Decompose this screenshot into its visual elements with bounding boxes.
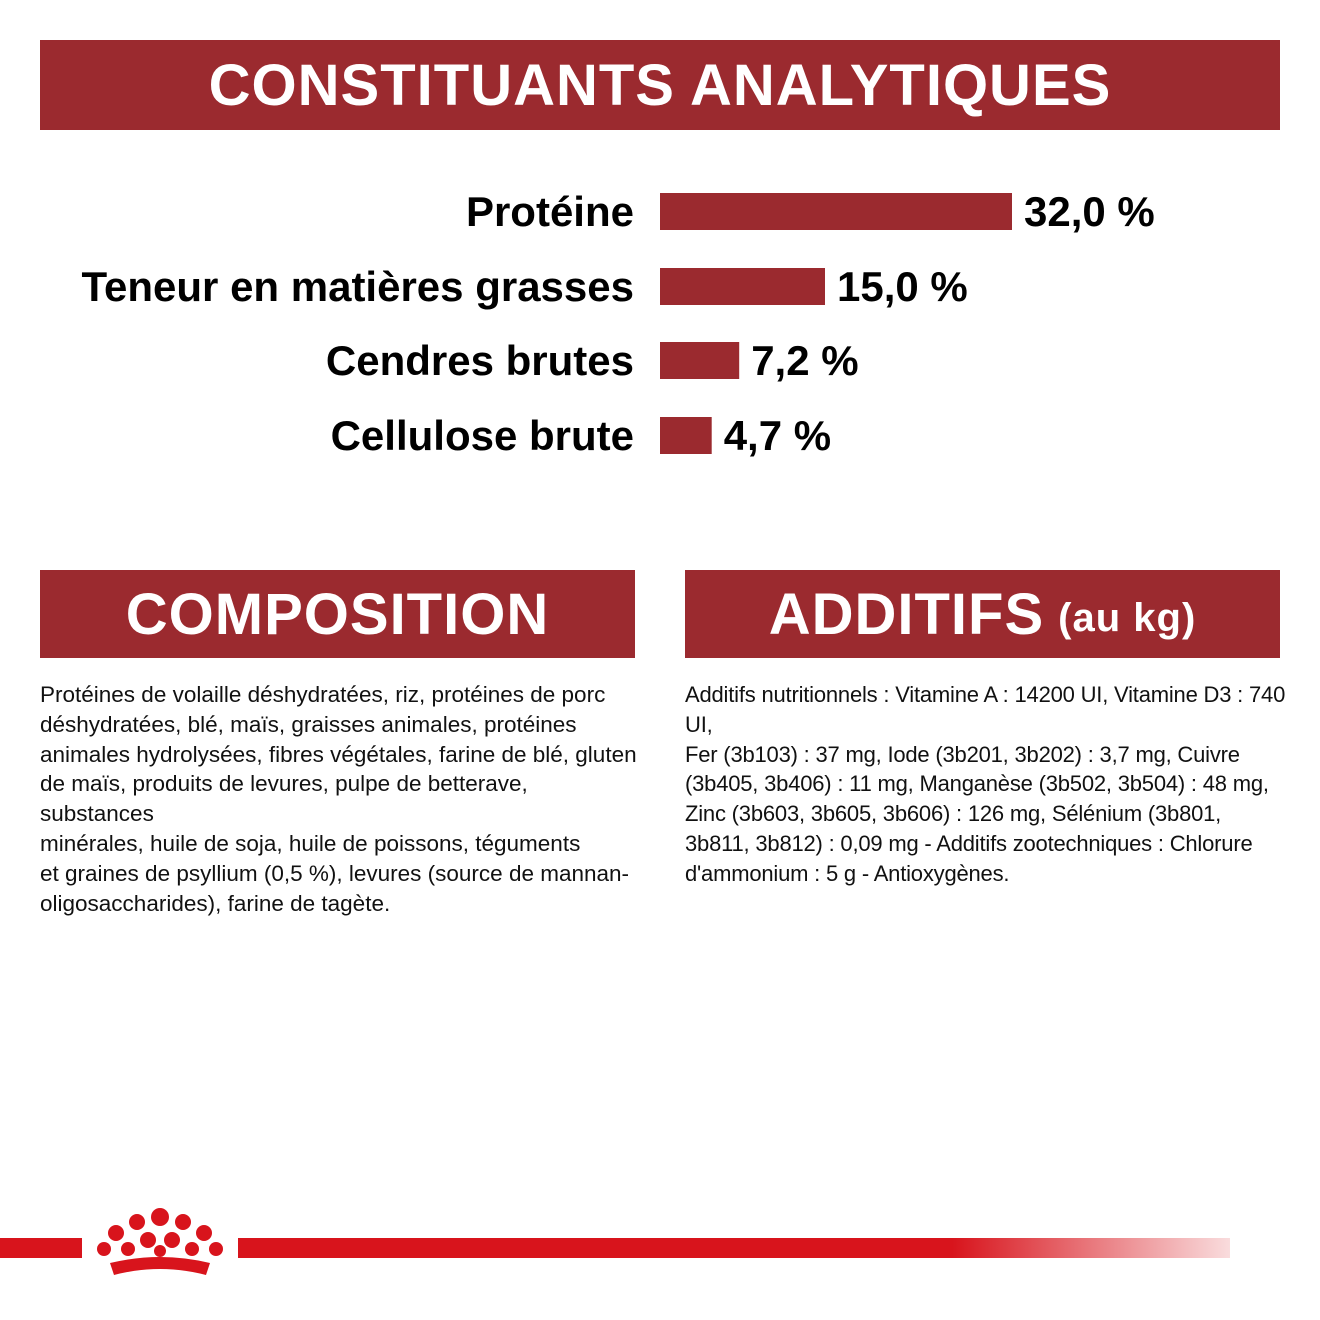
additives-line: d'ammonium : 5 g - Antioxygènes. [685, 860, 1010, 886]
additives-line: Zinc (3b603, 3b605, 3b606) : 126 mg, Sélénium (3b801, [685, 801, 1222, 827]
bar-label: Protéine [465, 188, 634, 235]
composition-line: déshydratées, blé, maïs, graisses animales, protéines [40, 711, 577, 737]
composition-line: de maïs, produits de levures, pulpe de betterave, substances [40, 771, 528, 827]
composition-line: et graines de psyllium (0,5 %), levures (source de mannan- [40, 860, 630, 886]
composition-line: oligosaccharides), farine de tagète. [40, 890, 391, 916]
additives-title-suffix: (au kg) [1058, 595, 1197, 640]
bar-value-label: 15,0 % [837, 263, 968, 310]
additives-text [685, 680, 1290, 889]
composition-line: animales hydrolysées, fibres végétales, farine de blé, gluten [40, 741, 637, 767]
additives-line: Fer (3b103) : 37 mg, Iode (3b201, 3b202) : 3,7 mg, Cuivre [685, 741, 1240, 767]
bar-label: Teneur en matières grasses [81, 263, 634, 310]
additives-line: 3b811, 3b812) : 0,09 mg - Additifs zootechniques : Chlorure [685, 830, 1253, 856]
composition-title-banner [40, 570, 635, 658]
bar [660, 193, 1012, 230]
analytics-bar-chart [0, 0, 1320, 520]
bar-value-label: 7,2 % [751, 337, 859, 384]
bar-label: Cendres brutes [325, 337, 634, 384]
composition-text [40, 680, 640, 918]
additives-line: (3b405, 3b406) : 11 mg, Manganèse (3b502, 3b504) : 48 mg, [685, 771, 1269, 797]
analytics-title: CONSTITUANTS ANALYTIQUES [208, 52, 1112, 118]
footer-line-left [0, 1238, 82, 1258]
bar-value-label: 4,7 % [723, 412, 832, 459]
footer-line-right [238, 1238, 1230, 1258]
bar-value-label: 32,0 % [1024, 188, 1155, 235]
bar [660, 342, 739, 379]
bar-label: Cellulose brute [330, 412, 634, 459]
additives-title-banner [685, 570, 1280, 658]
bar [660, 268, 825, 305]
composition-line: Protéines de volaille déshydratées, riz, protéines de porc [40, 682, 606, 707]
additives-line: Additifs nutritionnels : Vitamine A : 14200 UI, Vitamine D3 : 740 UI, [685, 682, 1286, 737]
composition-title: COMPOSITION [125, 581, 550, 647]
bar [660, 417, 712, 454]
royal-canin-crown-icon [90, 1205, 230, 1281]
composition-line: minérales, huile de soja, huile de poissons, téguments [40, 830, 581, 856]
additives-title: ADDITIFS [768, 581, 1045, 647]
